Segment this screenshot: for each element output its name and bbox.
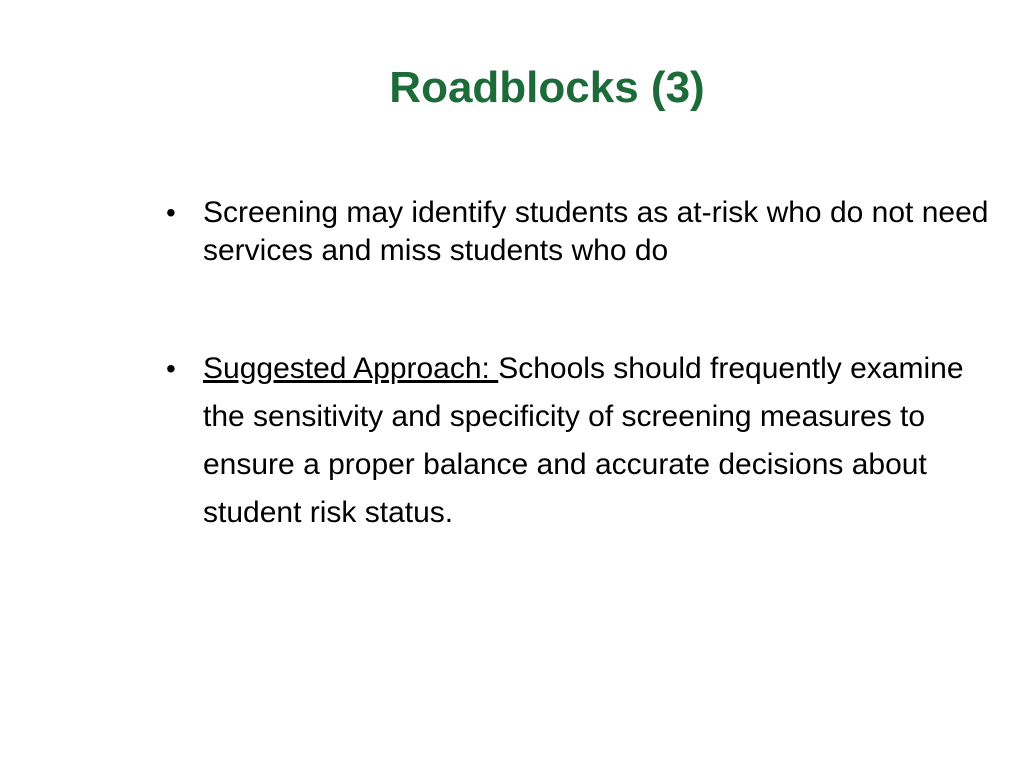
suggested-approach-label: Suggested Approach: [203,352,499,385]
bullet-marker: • [166,353,176,384]
bullet-text: Screening may identify students as at-risk who do not need services and miss students who do [203,196,989,267]
bullet-marker: • [166,197,176,228]
slide-title: Roadblocks (3) [389,63,705,112]
bullet-list [160,194,1010,537]
bullet-item-screening [160,194,1010,270]
bullet-item-suggested-approach [160,345,1010,537]
bullet-text: Schools should frequently examine the sensitivity and specificity of screening measures to ensure a proper balance and accurate decisions about student risk status. [203,352,964,529]
